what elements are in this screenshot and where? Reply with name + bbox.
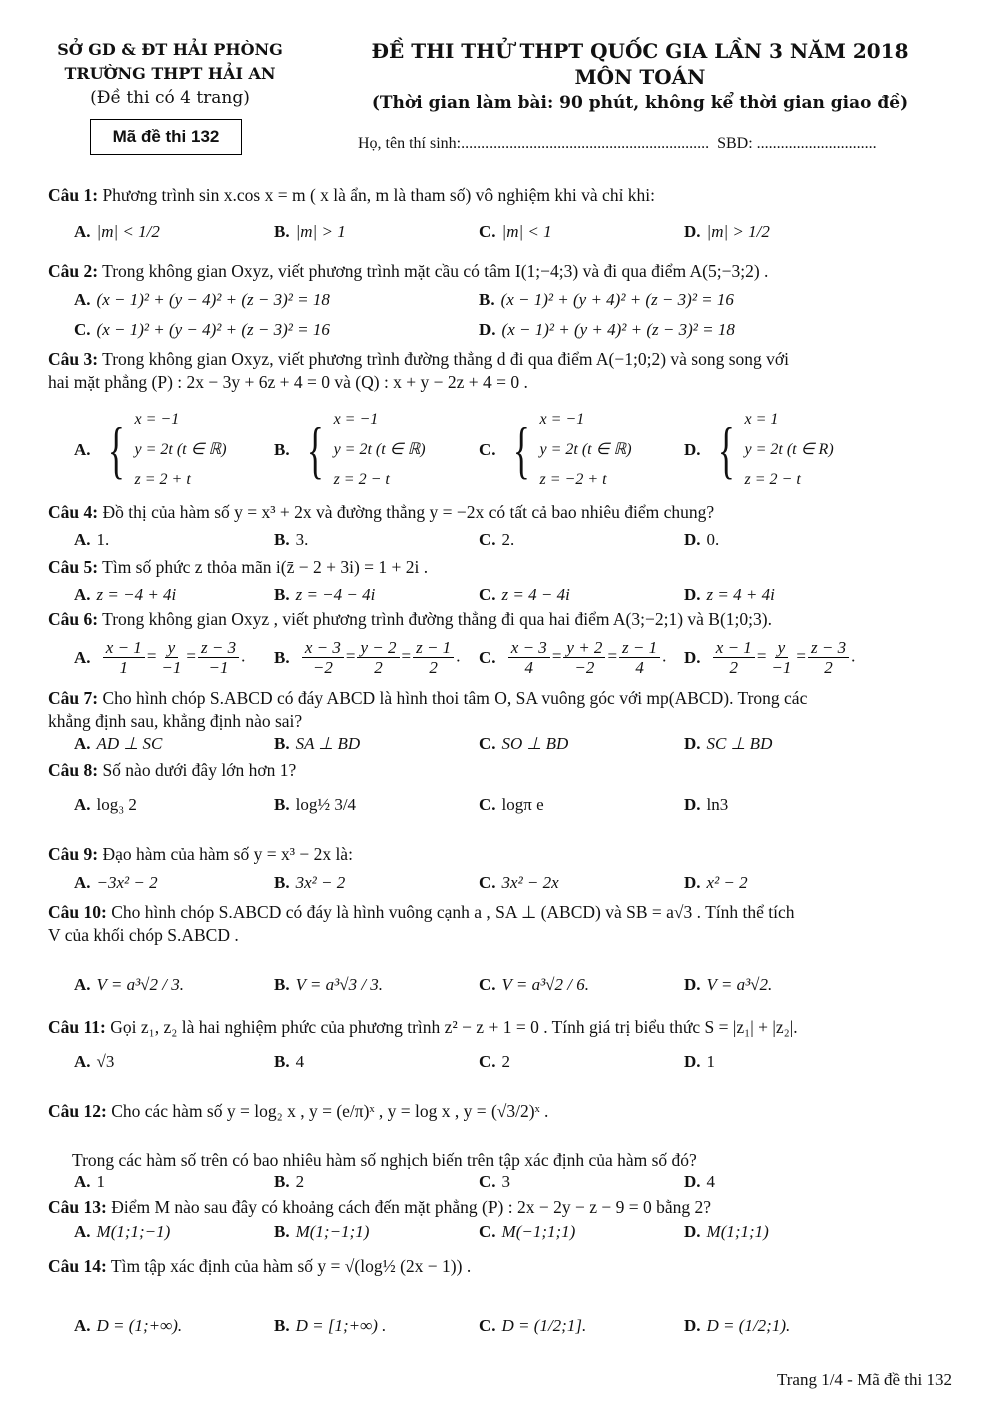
option-c: C. 2 (479, 1052, 511, 1071)
question-9: Câu 9: Đạo hàm của hàm số y = x³ − 2x là: (48, 844, 353, 864)
question-13: Câu 13: Điểm M nào sau đây có khoảng cách đến mặt phẳng (P) : 2x − 2y − z − 9 = 0 bằng 2? (48, 1197, 712, 1217)
option-c: C. V = a³√2 / 6. (479, 975, 589, 994)
question-11: Câu 11: Gọi z₁, z₂ là hai nghiệm phức của phương trình z² − z + 1 = 0 . Tính giá trị biểu thức S = |z₁| + |z₂|. (48, 1017, 798, 1037)
option-a: A. z = −4 + 4i (74, 585, 177, 604)
option-a: A. log₃ 2 (74, 795, 137, 814)
question-5: Câu 5: Tìm số phức z thỏa mãn i(z̄ − 2 + 3i) = 1 + 2i . (48, 557, 429, 577)
option-b: B. 3. (274, 530, 309, 549)
question-12-sub: Trong các hàm số trên có bao nhiêu hàm số nghịch biến trên tập xác định của hàm số đó? (72, 1150, 697, 1170)
option-b: B. 3x² − 2 (274, 873, 346, 892)
option-a: A. 1. (74, 530, 110, 549)
page-footer: Trang 1/4 - Mã đề thi 132 (776, 1370, 952, 1389)
question-10: Câu 10: Cho hình chóp S.ABCD có đáy là hình vuông cạnh a , SA ⊥ (ABCD) và SB = a√3 . Tính thể tích V của khối chóp S.ABCD . (48, 902, 795, 945)
question-7: Câu 7: Cho hình chóp S.ABCD có đáy ABCD là hình thoi tâm O, SA vuông góc với mp(ABCD). Trong các khẳng định sau, khẳng định nào sai? (48, 688, 808, 731)
option-a: A. AD ⊥ SC (74, 734, 163, 753)
option-d: D. |m| > 1/2 (684, 222, 770, 241)
option-c: C. logπ e (479, 795, 544, 814)
option-d: D. $\frac{x - 1}{2}$ = $\frac{y}{-1}$ = $\frac{z - 3}{2}$ . (684, 638, 856, 677)
option-b: B. $\frac{x - 3}{-2}$ = $\frac{y - 2}{2}$ = $\frac{z - 1}{2}$ . (274, 638, 461, 677)
question-3: Câu 3: Trong không gian Oxyz, viết phương trình đường thẳng d đi qua điểm A(−1;0;2) và song song với hai mặt phẳng (P) : 2x − 3y + 6z + 4 = 0 và (Q) : x + y − 2z + 4 = 0 . (48, 349, 790, 392)
option-d: D. V = a³√2. (684, 975, 773, 994)
subject-title: MÔN TOÁN (574, 65, 706, 89)
option-b: B. { x = −1 y = 2t (t ∈ ℝ) z = 2 − t (274, 411, 426, 488)
option-a: A. √3 (74, 1052, 115, 1071)
question-8: Câu 8: Số nào dưới đây lớn hơn 1? (48, 760, 297, 780)
option-a: A. D = (1;+∞). (74, 1316, 183, 1335)
option-d: D. 0. (684, 530, 720, 549)
option-a: A. { x = −1 y = 2t (t ∈ ℝ) z = 2 + t (74, 411, 227, 488)
option-c: C. 3x² − 2x (479, 873, 559, 892)
exam-title: ĐỀ THI THỬ THPT QUỐC GIA LẦN 3 NĂM 2018 (371, 39, 909, 63)
student-info (358, 135, 881, 153)
option-d: D. x² − 2 (684, 873, 748, 892)
option-b: B. SA ⊥ BD (274, 734, 361, 753)
option-d: D. 4 (684, 1172, 716, 1191)
option-b: B. D = [1;+∞) . (274, 1316, 387, 1335)
option-d: D. { x = 1 y = 2t (t ∈ R) z = 2 − t (684, 411, 834, 488)
option-b: B. 4 (274, 1052, 305, 1071)
option-c: C. $\frac{x - 3}{4}$ = $\frac{y + 2}{-2}$ = $\frac{z - 1}{4}$ . (479, 638, 667, 677)
option-a: A. V = a³√2 / 3. (74, 975, 184, 994)
option-c: C. (x − 1)² + (y − 4)² + (z − 3)² = 16 (74, 320, 330, 339)
option-b: B. z = −4 − 4i (274, 585, 376, 604)
option-d: D. 1 (684, 1052, 716, 1071)
option-a: A. M(1;1;−1) (74, 1222, 171, 1241)
option-b: B. V = a³√3 / 3. (274, 975, 384, 994)
option-b: B. log½ 3/4 (274, 795, 357, 814)
option-d: D. D = (1/2;1). (684, 1316, 791, 1335)
dept-name: SỞ GD & ĐT HẢI PHÒNG (57, 40, 283, 59)
option-c: C. 3 (479, 1172, 511, 1191)
option-d: D. (x − 1)² + (y + 4)² + (z − 3)² = 18 (479, 320, 735, 339)
option-a: A. −3x² − 2 (74, 873, 158, 892)
question-1 (48, 184, 953, 207)
question-number: Câu 1: (48, 185, 99, 205)
exam-duration: (Thời gian làm bài: 90 phút, không kể thời gian giao đề) (371, 93, 909, 113)
option-a: A. $\frac{x - 1}{1}$ = $\frac{y}{-1}$ = $\frac{z - 3}{-1}$ . (74, 638, 246, 677)
option-c: C. { x = −1 y = 2t (t ∈ ℝ) z = −2 + t (479, 411, 632, 488)
option-c: C. M(−1;1;1) (479, 1222, 576, 1241)
option-b: B. |m| > 1 (274, 222, 346, 241)
option-b: B. (x − 1)² + (y + 4)² + (z − 3)² = 16 (479, 290, 734, 309)
option-b: B. 2 (274, 1172, 305, 1191)
option-a: A. |m| < 1/2 (74, 222, 160, 241)
name-field: Họ, tên thí sinh:.............................................................. (358, 135, 710, 152)
option-c: C. z = 4 − 4i (479, 585, 570, 604)
question-4: Câu 4: Đồ thị của hàm số y = x³ + 2x và đường thẳng y = −2x có tất cả bao nhiêu điểm chung? (48, 502, 715, 522)
option-b: B. M(1;−1;1) (274, 1222, 370, 1241)
sbd-field: SBD: .............................. (717, 135, 877, 152)
option-c: C. |m| < 1 (479, 222, 552, 241)
option-c: C. 2. (479, 530, 515, 549)
option-d: D. ln3 (684, 795, 729, 814)
exam-code-box: Mã đề thi 132 (90, 119, 242, 155)
option-d: D. z = 4 + 4i (684, 585, 775, 604)
question-14: Câu 14: Tìm tập xác định của hàm số y = √(log½ (2x − 1)) . (48, 1256, 472, 1276)
option-d: D. SC ⊥ BD (684, 734, 773, 753)
header-left (40, 38, 300, 110)
school-name: TRƯỜNG THPT HẢI AN (64, 64, 276, 83)
question-text: Phương trình sin x.cos x = m ( x là ẩn, m là tham số) vô nghiệm khi và chỉ khi: (102, 185, 656, 205)
option-a: A. (x − 1)² + (y − 4)² + (z − 3)² = 18 (74, 290, 330, 309)
header-right (330, 38, 950, 116)
option-d: D. M(1;1;1) (684, 1222, 769, 1241)
option-c: C. SO ⊥ BD (479, 734, 569, 753)
question-2: Câu 2: Trong không gian Oxyz, viết phương trình mặt cầu có tâm I(1;−4;3) và đi qua điểm A(5;−3;2) . (48, 261, 769, 281)
page-count: (Đề thi có 4 trang) (90, 88, 250, 108)
question-6: Câu 6: Trong không gian Oxyz , viết phương trình đường thẳng đi qua hai điểm A(3;−2;1) và B(1;0;3). (48, 609, 772, 629)
option-a: A. 1 (74, 1172, 106, 1191)
question-12: Câu 12: Cho các hàm số y = log₂ x , y = (e/π)ˣ , y = log x , y = (√3/2)ˣ . (48, 1101, 549, 1121)
option-c: C. D = (1/2;1]. (479, 1316, 587, 1335)
